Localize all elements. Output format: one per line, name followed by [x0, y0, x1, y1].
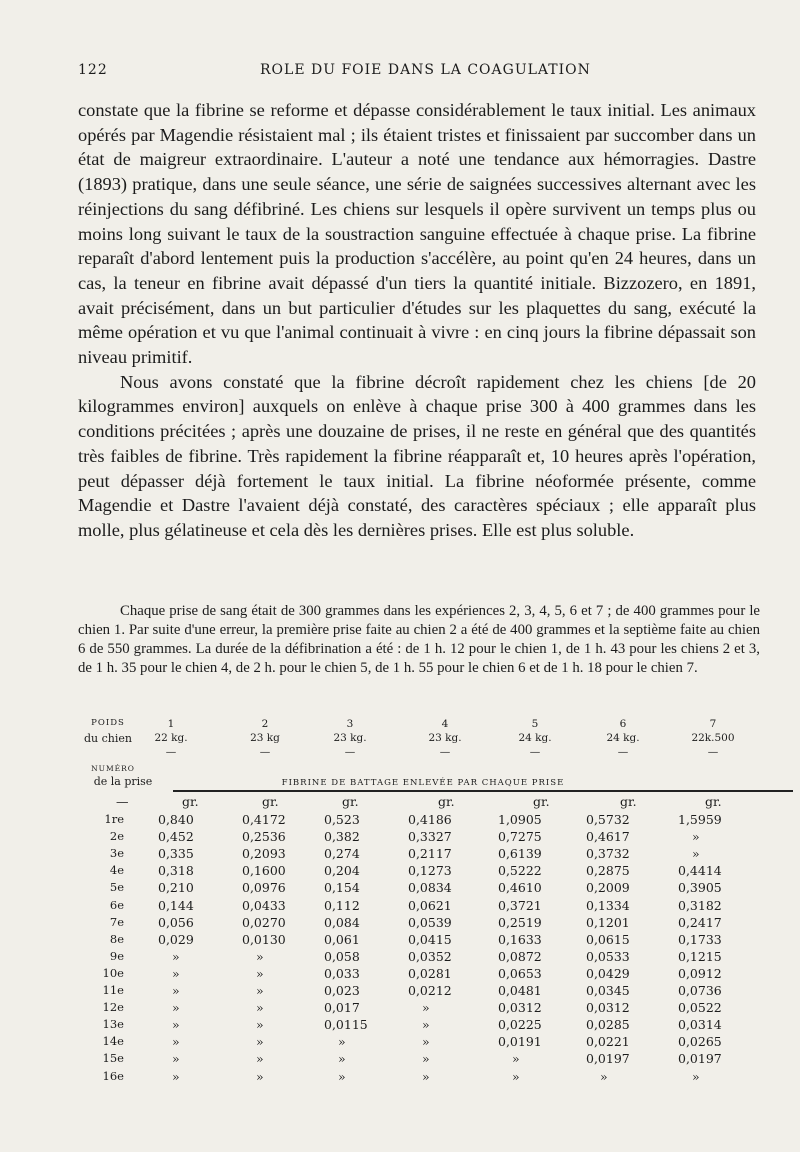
table-row: [78, 1017, 768, 1034]
fibrin-value: 0,0285: [586, 1017, 630, 1033]
fibrin-value: 0,2117: [408, 846, 452, 862]
fibrin-value: »: [256, 1051, 264, 1067]
fibrin-value: 0,084: [324, 914, 360, 930]
fibrin-value: »: [422, 1051, 430, 1067]
fibrin-value: »: [172, 1068, 180, 1084]
fibrin-value: »: [600, 1068, 608, 1084]
table-row: [78, 829, 768, 846]
dog-weight: 24 kg.: [606, 732, 640, 744]
fibrin-value: 0,318: [158, 863, 194, 879]
experiment-note: [78, 602, 760, 678]
table-row: [78, 1000, 768, 1017]
table-row: [78, 880, 768, 897]
fibrin-value: 0,0481: [498, 983, 542, 998]
fibrin-value: »: [692, 846, 700, 862]
page-number: 122: [78, 62, 108, 78]
fibrin-value: 0,3721: [498, 897, 542, 913]
separator-dash: —: [344, 746, 356, 758]
table-row: [78, 1034, 768, 1051]
prise-rank: 14e: [102, 1034, 124, 1049]
fibrin-value: 0,382: [324, 829, 360, 845]
dog-number: 2: [261, 718, 269, 730]
fibrin-value: 0,0130: [242, 931, 286, 947]
fibrin-value: »: [256, 948, 264, 964]
prise-rank: 15e: [102, 1051, 124, 1066]
fibrin-value: 0,4186: [408, 812, 452, 827]
fibrin-value: 0,0522: [678, 1000, 722, 1016]
fibrin-value: 0,2417: [678, 914, 722, 930]
fibrin-value: 0,017: [324, 1000, 360, 1016]
unit-label: gr.: [262, 794, 279, 809]
fibrin-value: »: [172, 965, 180, 981]
fibrin-value: »: [338, 1068, 346, 1084]
fibrin-value: 0,1215: [678, 948, 722, 964]
fibrin-value: »: [512, 1051, 520, 1067]
prise-rank: 7e: [109, 914, 124, 929]
fibrin-value: 0,1733: [678, 931, 722, 947]
prise-rank: 16e: [102, 1068, 124, 1083]
fibrin-value: »: [256, 1034, 264, 1050]
unit-label: gr.: [705, 794, 722, 809]
fibrin-value: »: [256, 1017, 264, 1033]
dog-number: 6: [619, 718, 627, 730]
fibrin-value: 0,033: [324, 965, 360, 981]
prise-rank: 1re: [104, 812, 124, 826]
table-rule: [173, 790, 793, 792]
fibrin-value: 0,056: [158, 914, 194, 930]
fibrin-value: »: [422, 1034, 430, 1050]
table-row: [78, 915, 768, 932]
fibrin-value: 0,4414: [678, 863, 722, 879]
fibrin-value: 0,1201: [586, 914, 630, 930]
fibrin-value: 0,1334: [586, 897, 630, 913]
fibrin-value: 0,154: [324, 880, 360, 896]
fibrin-value: 0,0197: [586, 1051, 630, 1067]
dog-weight: 24 kg.: [518, 732, 552, 744]
separator-dash: —: [259, 746, 271, 758]
unit-row: [78, 794, 768, 811]
dog-number: 7: [709, 718, 717, 730]
fibrin-value: »: [256, 1068, 264, 1084]
fibrin-value: 0,0197: [678, 1051, 722, 1067]
fibrin-value: 1,5959: [678, 812, 722, 827]
prise-rank: 2e: [109, 829, 124, 844]
fibrin-value: 0,452: [158, 829, 194, 845]
fibrin-value: »: [422, 1000, 430, 1016]
prise-label: de la prise: [93, 775, 153, 788]
unit-label: gr.: [182, 794, 199, 809]
fibrin-value: 0,2519: [498, 914, 542, 930]
table-row: [78, 983, 768, 1000]
separator-dash: —: [707, 746, 719, 758]
prise-rank: 6e: [109, 897, 124, 912]
prise-rank: 8e: [109, 931, 124, 946]
dog-weight: 22 kg.: [154, 732, 188, 744]
fibrin-value: »: [422, 1068, 430, 1084]
fibrin-value: 0,4172: [242, 812, 286, 827]
fibrin-value: 0,6139: [498, 846, 542, 862]
fibrin-value: 0,2875: [586, 863, 630, 879]
fibrin-value: 0,0281: [408, 965, 452, 981]
prise-rank: 3e: [109, 846, 124, 861]
note-text: Chaque prise de sang était de 300 grammes dans les expériences 2, 3, 4, 5, 6 et 7 ; de 400 grammes pour le chien 1. Par suite d'une erreur, la première prise faite au chien 2 a été de 400 grammes et la septième faite au chien 6 de 550 grammes. La durée de la défibrination a été : de 1 h. 12 pour le chien 1, de 1 h. 43 pour les chiens 2 et 3, de 1 h. 35 pour le chien 4, de 2 h. pour le chien 5, de 1 h. 55 pour le chien 6 et de 1 h. 18 pour le chien 7.: [78, 603, 760, 676]
fibrin-value: »: [256, 1000, 264, 1016]
fibrin-value: »: [172, 983, 180, 998]
fibrin-value: 0,023: [324, 983, 360, 998]
running-title: ROLE DU FOIE DANS LA COAGULATION: [260, 62, 591, 78]
fibrin-value: 0,0314: [678, 1017, 722, 1033]
fibrin-value: »: [692, 829, 700, 845]
separator-dash: —: [617, 746, 629, 758]
prise-rank: 9e: [109, 948, 124, 963]
dog-number: 5: [531, 718, 539, 730]
prise-rank: 5e: [109, 880, 124, 895]
prise-rank: 10e: [102, 965, 124, 980]
fibrin-value: 0,0976: [242, 880, 286, 896]
fibrin-value: 0,0621: [408, 897, 452, 913]
dog-weight: 23 kg.: [428, 732, 462, 744]
fibrin-value: 0,058: [324, 948, 360, 964]
fibrin-value: 0,5732: [586, 812, 630, 827]
fibrin-value: 0,0429: [586, 965, 630, 981]
dog-number: 4: [441, 718, 449, 730]
fibrin-value: »: [512, 1068, 520, 1084]
table-row: [78, 932, 768, 949]
table-row: [78, 966, 768, 983]
prise-rank: 13e: [102, 1017, 124, 1032]
fibrin-value: 0,0115: [324, 1017, 368, 1033]
fibrin-value: 0,7275: [498, 829, 542, 845]
fibrin-value: 0,2536: [242, 829, 286, 845]
prise-rank: 11e: [102, 983, 124, 997]
rank-dash: —: [116, 794, 129, 809]
fibrin-value: 0,0225: [498, 1017, 542, 1033]
fibrin-value: »: [172, 1034, 180, 1050]
fibrin-value: 0,3327: [408, 829, 452, 845]
fibrin-value: 0,0872: [498, 948, 542, 964]
fibrin-value: 0,112: [324, 897, 360, 913]
fibrin-value: 0,061: [324, 931, 360, 947]
table-row: [78, 1051, 768, 1068]
paragraph: constate que la fibrine se reforme et dépasse considérablement le taux initial. Les animaux opérés par Magendie résistaient mal ; ils étaient tristes et finissaient par succomber dans un état de maigreur extraordinaire. L'auteur a noté une tendance aux hémorragies. Dastre (1893) pratique, dans une seule séance, une série de saignées successives alternant avec les réinjections du sang défibriné. Les chiens sur lesquels il opère survivent un temps plus ou moins long suivant le taux de la soustraction sanguine effectuée à chaque prise. La fibrine reparaît d'abord lentement puis la production s'accélère, au point qu'en 24 heures, dans un cas, la teneur en fibrine avait dépassé d'un tiers la quantité initiale. Bizzozero, en 1891, avait précisément, dans un but particulier d'études sur les plaquettes du sang, exécuté la même opération et vu que l'animal continuait à vivre : en cinq jours la fibrine dépassait son niveau primitif.: [78, 100, 756, 368]
fibrin-value: 0,0533: [586, 948, 630, 964]
table-row: [78, 846, 768, 863]
separator-dash: —: [529, 746, 541, 758]
dog-weight: 23 kg.: [333, 732, 367, 744]
fibrin-value: 0,0736: [678, 983, 722, 998]
fibrin-value: 0,0312: [498, 1000, 542, 1016]
fibrin-value: 0,0615: [586, 931, 630, 947]
table-row: [78, 812, 768, 829]
fibrin-value: 0,0265: [678, 1034, 722, 1050]
prise-rank: 12e: [102, 1000, 124, 1015]
fibrin-value: »: [692, 1068, 700, 1084]
fibrin-value: 0,0270: [242, 914, 286, 930]
fibrin-value: »: [172, 1017, 180, 1033]
fibrin-value: 0,0221: [586, 1034, 630, 1050]
fibrin-value: 0,3732: [586, 846, 630, 862]
fibrin-value: 0,5222: [498, 863, 542, 879]
fibrin-value: »: [172, 1051, 180, 1067]
body-text: [78, 98, 756, 543]
fibrin-value: 0,1600: [242, 863, 286, 879]
fibrin-value: 0,210: [158, 880, 194, 896]
fibrin-value: 0,0352: [408, 948, 452, 964]
fibrin-value: 1,0905: [498, 812, 542, 827]
fibrin-value: 0,0834: [408, 880, 452, 896]
fibrin-value: 0,0191: [498, 1034, 542, 1050]
fibrin-value: 0,0312: [586, 1000, 630, 1016]
unit-label: gr.: [620, 794, 637, 809]
fibrin-value: 0,0415: [408, 931, 452, 947]
fibrin-value: »: [256, 983, 264, 998]
page-header: [78, 62, 778, 84]
dog-number: 1: [167, 718, 175, 730]
fibrin-value: 0,0912: [678, 965, 722, 981]
fibrin-value: »: [172, 948, 180, 964]
fibrin-value: 0,144: [158, 897, 194, 913]
fibrin-value: 0,029: [158, 931, 194, 947]
fibrin-value: 0,0653: [498, 965, 542, 981]
table-row: [78, 863, 768, 880]
numero-label: NUMÉRO: [91, 764, 135, 773]
fibrin-value: 0,3182: [678, 897, 722, 913]
fibrin-value: 0,0433: [242, 897, 286, 913]
table-row: [78, 949, 768, 966]
fibrin-value: 0,0539: [408, 914, 452, 930]
prise-rank: 4e: [109, 863, 124, 878]
unit-label: gr.: [438, 794, 455, 809]
chien-label: du chien: [84, 732, 132, 745]
fibrin-value: 0,0212: [408, 983, 452, 998]
fibrin-value: »: [172, 1000, 180, 1016]
fibrin-value: 0,204: [324, 863, 360, 879]
separator-dash: —: [165, 746, 177, 758]
dog-weight: 23 kg: [250, 732, 280, 744]
fibrin-value: 0,4617: [586, 829, 630, 845]
table-row: [78, 898, 768, 915]
fibrin-value: »: [422, 1017, 430, 1033]
paragraph: Nous avons constaté que la fibrine décroît rapidement chez les chiens [de 20 kilogrammes environ] auxquels on enlève à chaque prise 300 à 400 grammes dans les conditions précitées ; après une douzaine de prises, il ne reste en général que des quantités très faibles de fibrine. Très rapidement la fibrine réapparaît et, 10 heures après l'opération, peut dépasser déjà fortement le taux initial. La fibrine néoformée présente, comme Magendie et Dastre l'avaient déjà constaté, des caractères spéciaux ; elle apparaît plus molle, plus gélatineuse et cela dès les dernières prises. Elle est plus soluble.: [78, 371, 756, 540]
poids-label: POIDS: [91, 718, 125, 728]
fibrin-value: 0,3905: [678, 880, 722, 896]
table-row: [78, 1069, 768, 1086]
fibrin-value: 0,523: [324, 812, 360, 827]
dog-weight: 22k.500: [691, 732, 735, 744]
fibrin-value: 0,335: [158, 846, 194, 862]
fibrin-value: »: [338, 1034, 346, 1050]
fibrin-value: »: [338, 1051, 346, 1067]
fibrin-value: 0,4610: [498, 880, 542, 896]
separator-dash: —: [439, 746, 451, 758]
unit-label: gr.: [342, 794, 359, 809]
fibrin-value: 0,2009: [586, 880, 630, 896]
fibrin-value: 0,2093: [242, 846, 286, 862]
fibrin-value: 0,0345: [586, 983, 630, 998]
fibrin-value: 0,1273: [408, 863, 452, 879]
fibrin-value: 0,840: [158, 812, 194, 827]
dog-number: 3: [346, 718, 354, 730]
fibrin-value: 0,274: [324, 846, 360, 862]
fibrin-value: »: [256, 965, 264, 981]
table-caption: FIBRINE DE BATTAGE ENLEVÉE PAR CHAQUE PRISE: [281, 778, 565, 788]
unit-label: gr.: [533, 794, 550, 809]
fibrin-value: 0,1633: [498, 931, 542, 947]
